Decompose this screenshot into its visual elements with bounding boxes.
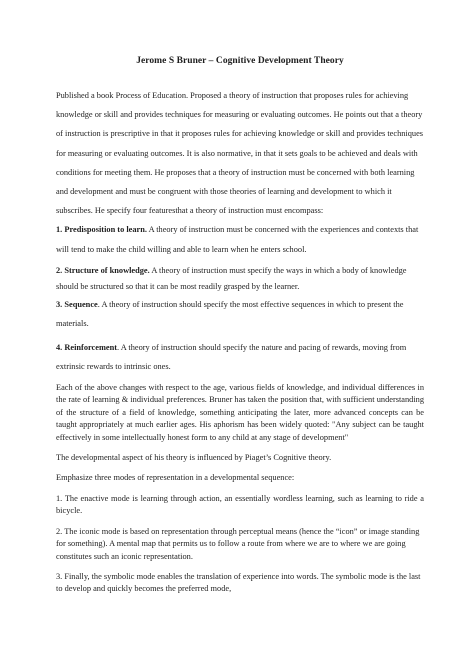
emphasize-paragraph: Emphasize three modes of representation in a developmental sequence:	[56, 473, 295, 483]
feature-text: A theory of instruction must specify the ways in which a body of knowledge should be structured so that it can be most readily grasped by the learner.	[56, 265, 407, 292]
feature-number: 3.	[56, 300, 63, 310]
summary-paragraph: Each of the above changes with respect to the age, various fields of knowledge, and individual differences in the rate of learning & individual preferences. Bruner has taken the position that, with sufficient understanding of the structure of a field of knowledge, something anticipating the later, more advanced concepts can be taught appropriately at much earlier ages. His aphorism has been widely quoted: "Any subject can be taught effectively in some intellectually honest form to any child at any stage of development"	[56, 383, 424, 442]
feature-term: Sequence	[64, 300, 98, 310]
feature-text: . A theory of instruction should specify the most effective sequences in which to present the materials.	[56, 300, 404, 329]
feature-number: 1.	[56, 225, 63, 235]
intro-paragraph: Published a book Process of Education. Proposed a theory of instruction that proposes rules for achieving knowledge or skill and provides techniques for measuring or evaluating outcomes. He points out that a theory of instruction is prescriptive in that it proposes rules for achieving knowledge or skill and provides techniques for measuring or evaluating outcomes. It is also normative, in that it sets goals to be achieved and deals with conditions for meeting them. He proposes that a theory of instruction must be concerned with both learning and development and must be congruent with those theories of learning and development to which it subscribes. He specify four featuresthat a theory of instruction must encompass:	[56, 91, 424, 216]
mode-paragraph: 1. The enactive mode is learning through action, an essentially wordless learning, such as learning to ride a bicycle.	[56, 493, 424, 516]
feature-text: . A theory of instruction should specify the nature and pacing of rewards, moving from extrinsic rewards to intrinsic ones.	[56, 342, 407, 371]
mode-paragraph: 2. The iconic mode is based on representation through perceptual means (hence the “icon” or image standing for something). A mental map that permits us to follow a route from where we are to where we are going constitutes such an iconic representation.	[56, 526, 420, 561]
feature-item	[56, 295, 424, 333]
feature-number: 4.	[56, 342, 63, 352]
feature-term: Structure of knowledge.	[64, 265, 150, 275]
feature-item	[56, 263, 424, 295]
feature-term: Reinforcement	[64, 342, 118, 352]
feature-number: 2.	[56, 265, 63, 275]
feature-item	[56, 338, 424, 376]
mode-paragraph: 3. Finally, the symbolic mode enables the translation of experience into words. The symbolic mode is the last to develop and quickly becomes the preferred mode,	[56, 571, 421, 594]
feature-text: A theory of instruction must be concerned with the experiences and contexts that will tend to make the child willing and able to learn when he enters school.	[56, 225, 419, 254]
feature-item	[56, 220, 424, 258]
feature-term: Predisposition to learn.	[64, 225, 147, 235]
document-title: Jerome S Bruner – Cognitive Development Theory	[136, 56, 344, 66]
developmental-paragraph: The developmental aspect of his theory is influenced by Piaget’s Cognitive theory.	[56, 453, 332, 463]
